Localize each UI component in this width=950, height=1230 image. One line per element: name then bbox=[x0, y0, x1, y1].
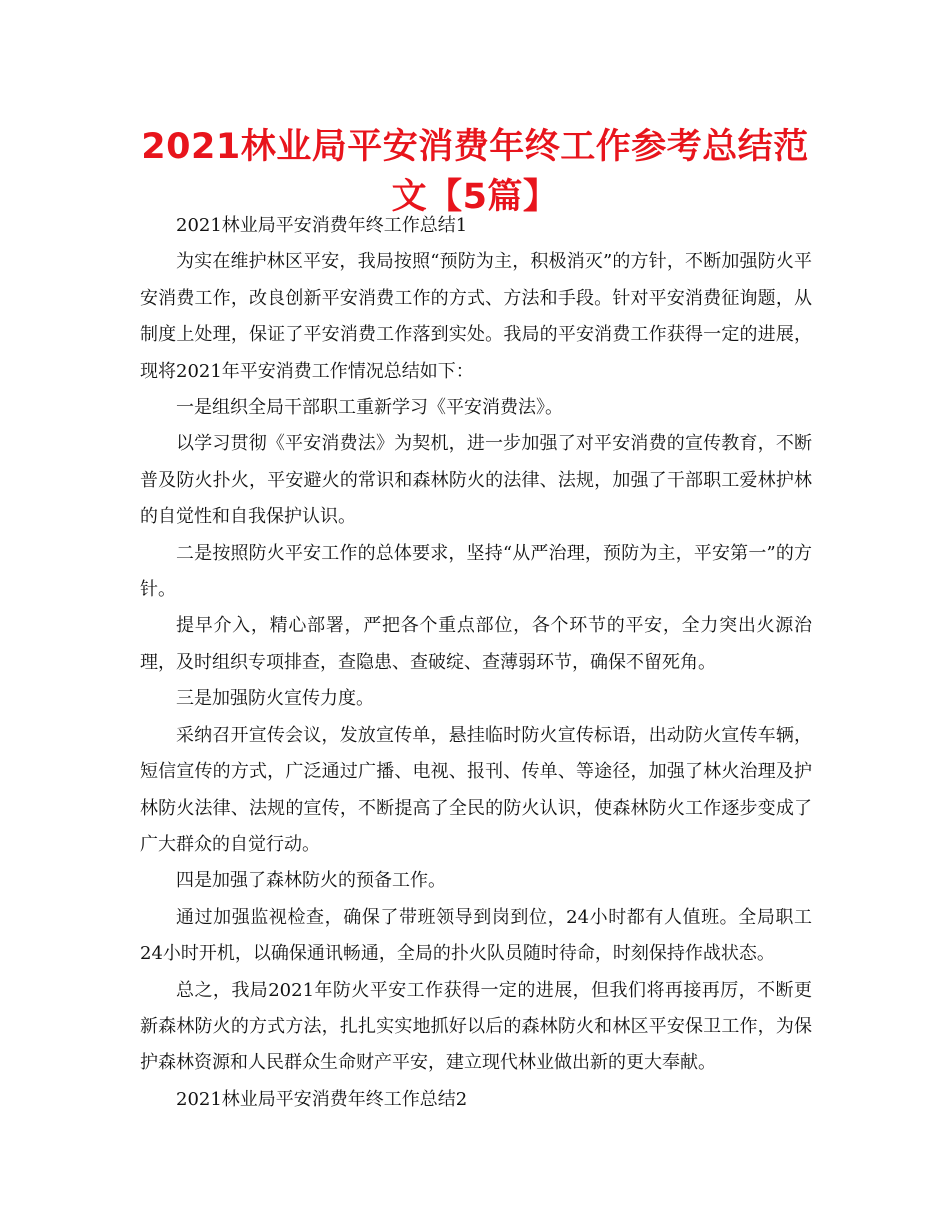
point-heading: 一是组织全局干部职工重新学习《平安消费法》。 bbox=[176, 397, 563, 419]
paragraph: 总之，我局2021年防火平安工作获得一定的进展，但我们将再接再厉，不断更新森林防火的方式方法，扎扎实实地抓好以后的森林防火和林区平安保卫工作，为保护森林资源和人民群众生命财产平安，建立现代林业做出新的更大奉献。 bbox=[140, 979, 812, 1074]
point-heading: 三是加强防火宣传力度。 bbox=[176, 688, 374, 710]
section-heading: 2021林业局平安消费年终工作总结1 bbox=[176, 215, 468, 236]
section-heading: 2021林业局平安消费年终工作总结2 bbox=[176, 1088, 468, 1110]
document-title: 2021林业局平安消费年终工作参考总结范文【5篇】 bbox=[141, 127, 809, 217]
paragraph: 以学习贯彻《平安消费法》为契机，进一步加强了对平安消费的宣传教育，不断普及防火扑火，平安避火的常识和森林防火的法律、法规，加强了干部职工爱林护林的自觉性和自我保护认识。 bbox=[140, 433, 812, 528]
paragraph: 通过加强监视检查，确保了带班领导到岗到位，24小时都有人值班。全局职工24小时开机，以确保通讯畅通，全局的扑火队员随时待命，时刻保持作战状态。 bbox=[140, 906, 812, 965]
paragraph: 为实在维护林区平安，我局按照“预防为主，积极消灭”的方针，不断加强防火平安消费工作，改良创新平安消费工作的方式、方法和手段。针对平安消费征询题，从制度上处理，保证了平安消费工作落到实处。我局的平安消费工作获得一定的进展，现将2021年平安消费工作情况总结如下： bbox=[140, 251, 812, 382]
point-heading: 四是加强了森林防火的预备工作。 bbox=[176, 870, 446, 892]
document-body bbox=[140, 208, 812, 1118]
paragraph: 采纳召开宣传会议，发放宣传单，悬挂临时防火宣传标语，出动防火宣传车辆，短信宣传的方式，广泛通过广播、电视、报刊、传单、等途径，加强了林火治理及护林防火法律、法规的宣传，不断提高了全民的防火认识，使森林防火工作逐步变成了广大群众的自觉行动。 bbox=[140, 724, 812, 855]
paragraph: 提早介入，精心部署，严把各个重点部位，各个环节的平安，全力突出火源治理，及时组织专项排查，查隐患、查破绽、查薄弱环节，确保不留死角。 bbox=[140, 615, 812, 673]
point-heading: 二是按照防火平安工作的总体要求，坚持“从严治理，预防为主，平安第一”的方针。 bbox=[140, 542, 812, 601]
